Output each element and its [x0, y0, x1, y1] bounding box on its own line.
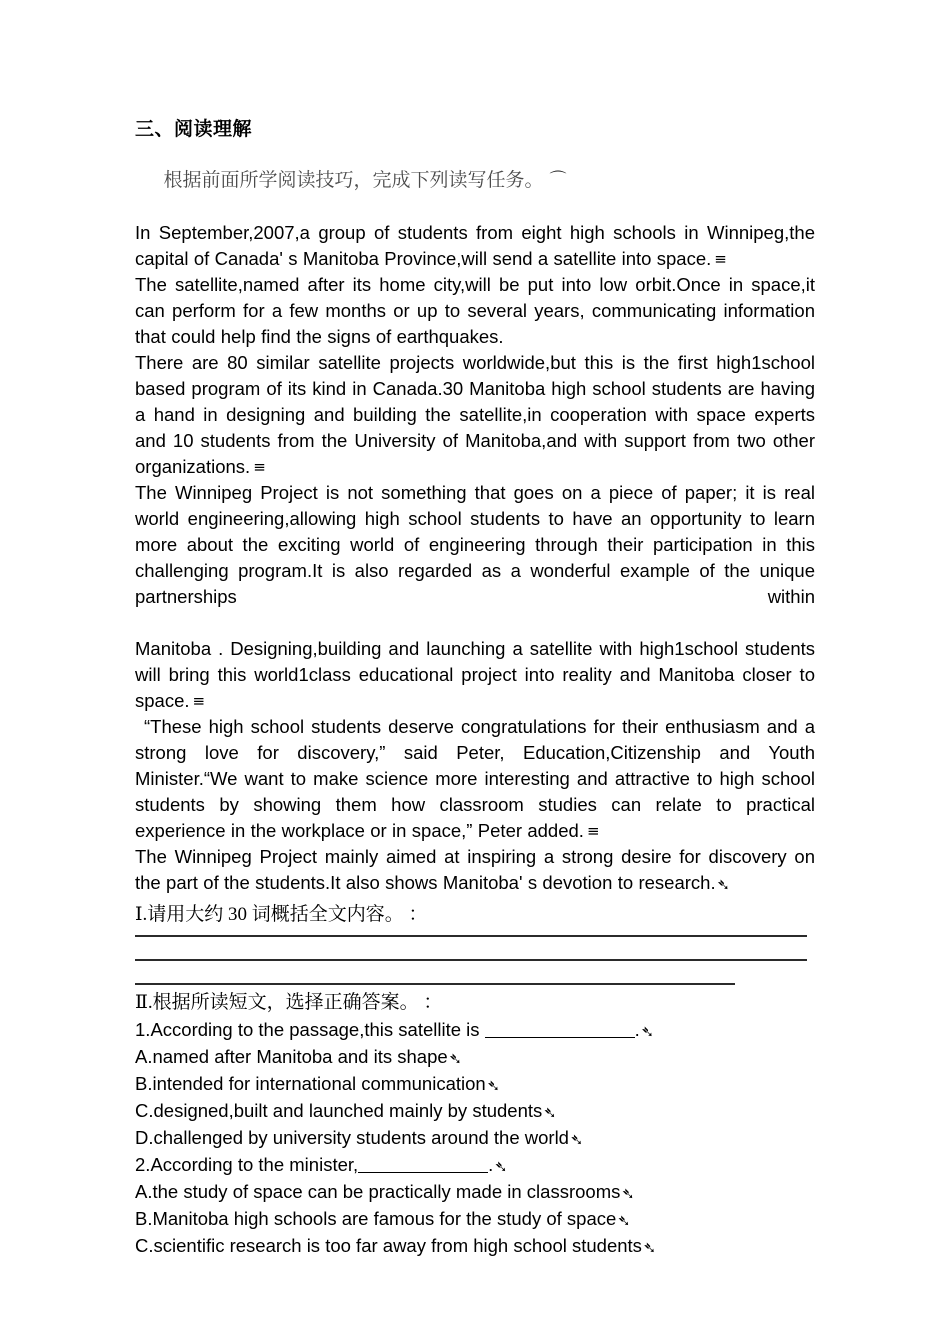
arc-mark-icon: ⌒: [549, 170, 567, 190]
option-text: named after Manitoba and its shape: [152, 1046, 448, 1067]
paragraph-text: The Winnipeg Project is not something that goes on a piece of paper; it is real world engineering,allowing high school students to have an opportunity to learn more about the exciting world of engineering through their participation in this challenging program.It is also regarded as a wonderful example of the unique partnerships within: [135, 482, 815, 607]
passage-paragraph-4b: [135, 636, 815, 714]
instruction-line: [135, 143, 815, 219]
paragraph-end-mark-icon: ➴: [716, 875, 730, 894]
question-tail: .: [634, 1019, 640, 1040]
line-end-mark-icon: ➴: [448, 1049, 463, 1068]
option-text: challenged by university students around the world: [153, 1127, 569, 1148]
option-text: Manitoba high schools are famous for the study of space: [152, 1208, 617, 1229]
line-end-mark-icon: ➴: [543, 1103, 557, 1122]
task-one-answer-area[interactable]: [135, 935, 815, 985]
passage-paragraph-4a: [135, 480, 815, 636]
question-stem-2: [135, 1152, 815, 1179]
option-text: the study of space can be practically made in classrooms: [152, 1181, 621, 1202]
paragraph-text: “These high school students deserve congratulations for their enthusiasm and a strong love for discovery,” said Peter, Education,Citizenship and Youth Minister.“We want to make science more interesting and attractive to high school students by showing them how classroom studies can relate to practical experience in the workplace or in space,” Peter added.: [135, 716, 815, 841]
passage-paragraph-2: [135, 272, 815, 350]
question-text: According to the minister,: [150, 1154, 359, 1175]
option-label: B.: [135, 1208, 153, 1229]
question-blank-input[interactable]: [358, 1172, 488, 1173]
paragraph-text: In September,2007,a group of students from eight high schools in Winnipeg,the capital of Canada' s Manitoba Province,will send a satellite into space.: [135, 222, 815, 269]
line-end-mark-icon: ➴: [617, 1211, 631, 1230]
instruction-text: 根据前面所学阅读技巧，完成下列读写任务。: [163, 170, 544, 191]
line-end-mark-icon: ➴: [621, 1184, 635, 1203]
option-text: designed,built and launched mainly by students: [153, 1100, 543, 1121]
task-two-header: Ⅱ.根据所读短文，选择正确答案。 ：: [135, 992, 443, 1013]
option-1c[interactable]: [135, 1098, 815, 1125]
passage-paragraph-6: [135, 844, 815, 898]
option-1d[interactable]: [135, 1125, 815, 1152]
question-text: According to the passage,this satellite is: [150, 1019, 485, 1040]
page-title: 三、阅读理解: [135, 119, 253, 140]
passage-paragraph-3: [135, 350, 815, 480]
line-end-mark-icon: ➴: [569, 1130, 584, 1149]
option-2a[interactable]: [135, 1179, 815, 1206]
task-one-header: Ⅰ.请用大约 30 词概括全文内容。 ：: [135, 904, 428, 925]
question-stem-1: [135, 1017, 815, 1044]
paragraph-text: Manitoba . Designing,building and launching a satellite with high1school students will bring this world1class educational project into reality and Manitoba closer to space.: [135, 638, 815, 711]
option-label: A.: [135, 1046, 153, 1067]
answer-rule-3[interactable]: [135, 983, 735, 985]
option-label: C.: [135, 1100, 154, 1121]
option-label: A.: [135, 1181, 153, 1202]
option-1a[interactable]: [135, 1044, 815, 1071]
question-blank-input[interactable]: [485, 1037, 635, 1038]
paragraph-end-mark-icon: ≡: [192, 692, 206, 710]
option-label: D.: [135, 1127, 154, 1148]
option-label: B.: [135, 1073, 153, 1094]
option-text: scientific research is too far away from high school students: [153, 1235, 642, 1256]
line-end-mark-icon: ➴: [494, 1157, 508, 1176]
answer-rule-1[interactable]: [135, 935, 807, 937]
paragraph-text: The satellite,named after its home city,will be put into low orbit.Once in space,it can perform for a few months or up to several years, communicating information that could help find the signs of earthquakes.: [135, 274, 815, 347]
paragraph-end-mark-icon: ≡: [586, 822, 600, 840]
option-1b[interactable]: [135, 1071, 815, 1098]
paragraph-text: There are 80 similar satellite projects worldwide,but this is the first high1school based program of its kind in Canada.30 Manitoba high school students are having a hand in designing and building the satellite,in cooperation with space experts and 10 students from the University of Manitoba,and with support from two other organizations.: [135, 352, 815, 477]
line-end-mark-icon: ➴: [642, 1238, 657, 1257]
line-end-mark-icon: ➴: [640, 1022, 655, 1041]
paragraph-end-mark-icon: ≡: [714, 250, 727, 268]
document-body: [135, 118, 815, 1260]
option-2c[interactable]: [135, 1233, 815, 1260]
paragraph-text: The Winnipeg Project mainly aimed at inspiring a strong desire for discovery on the part of the students.It also shows Manitoba' s devotion to research.: [135, 846, 815, 893]
option-label: C.: [135, 1235, 154, 1256]
answer-rule-2[interactable]: [135, 959, 807, 961]
option-2b[interactable]: [135, 1206, 815, 1233]
question-number: 2.: [135, 1154, 151, 1175]
passage-paragraph-5: [135, 714, 815, 844]
option-text: intended for international communication: [152, 1073, 486, 1094]
question-tail: .: [488, 1154, 494, 1175]
passage-paragraph-1: [135, 220, 815, 272]
question-number: 1.: [135, 1019, 151, 1040]
line-end-mark-icon: ➴: [486, 1076, 501, 1095]
paragraph-end-mark-icon: ≡: [253, 458, 266, 476]
